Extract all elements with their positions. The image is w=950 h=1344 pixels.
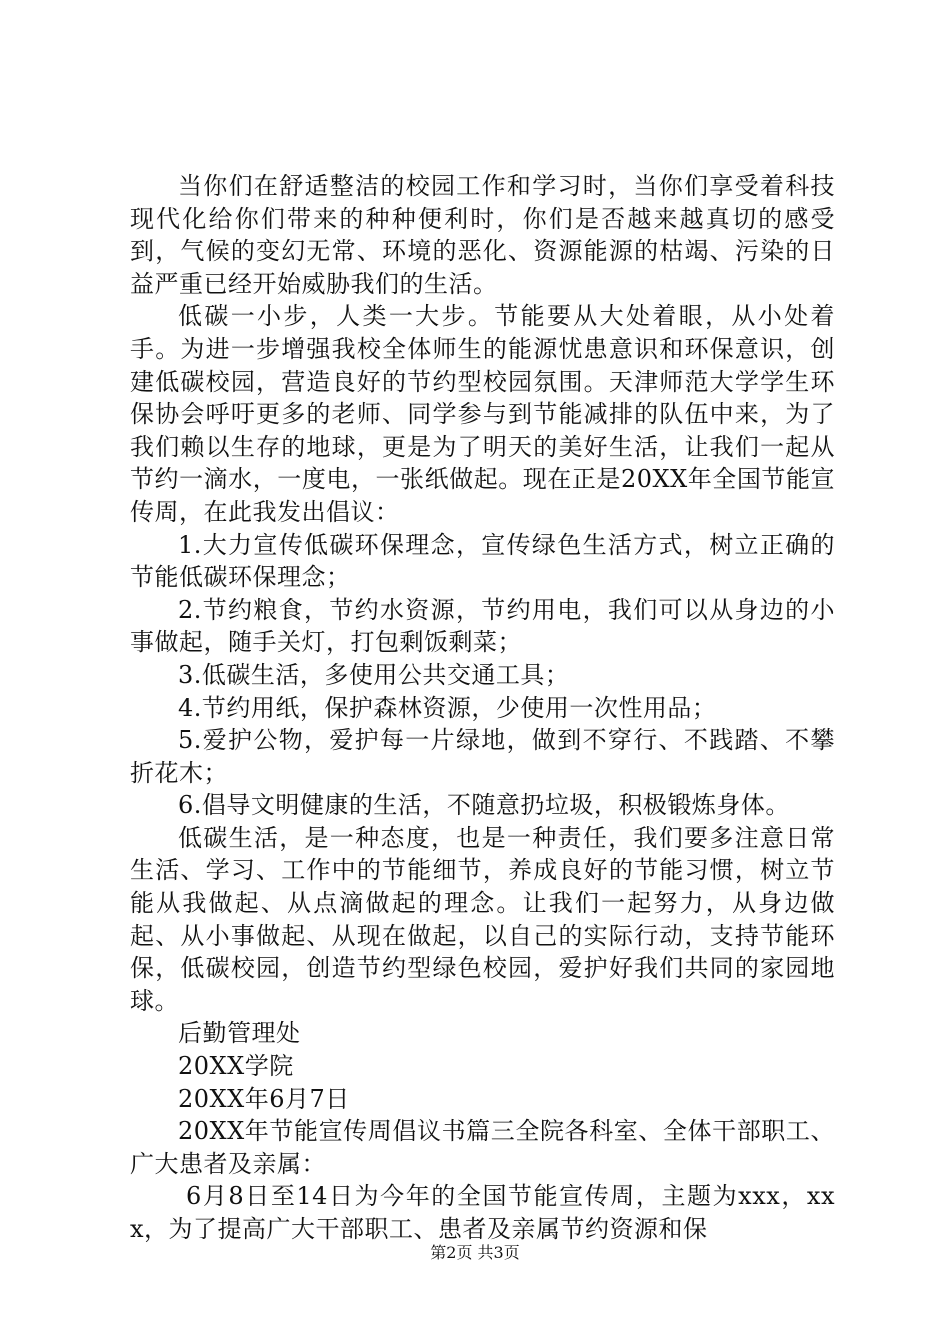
proposal-item-6: 6.倡导文明健康的生活，不随意扔垃圾，积极锻炼身体。 [178, 791, 790, 820]
proposal-item-4: 4.节约用纸，保护森林资源，少使用一次性用品； [178, 693, 717, 722]
paragraph-conclusion: 低碳生活，是一种态度，也是一种责任，我们要多注意日常生活、学习、工作中的节能细节，养成良好的节能习惯，树立节能从我做起、从点滴做起的理念。让我们一起努力，从身边做起、从小事做起、从现在做起，以自己的实际行动，支持节能环保，低碳校园，创造节约型绿色校园，爱护好我们共同的家园地球。 [130, 823, 835, 1015]
page-footer: 第2页 共3页 [430, 1243, 520, 1262]
paragraph-intro: 当你们在舒适整洁的校园工作和学习时，当你们享受着科技现代化给你们带来的种种便利时，你们是否越来越真切的感受到，气候的变幻无常、环境的恶化、资源能源的枯竭、污染的日益严重已经开始威胁我们的生活。 [130, 172, 835, 298]
paragraph-call-to-action: 低碳一小步，人类一大步。节能要从大处着眼，从小处着手。为进一步增强我校全体师生的能源忧患意识和环保意识，创建低碳校园，营造良好的节约型校园氛围。天津师范大学学生环保协会呼吁更多的老师、同学参与到节能减排的队伍中来，为了我们赖以生存的地球，更是为了明天的美好生活，让我们一起从节约一滴水，一度电，一张纸做起。现在正是20XX年全国节能宣传周，在此我发出倡议： [130, 302, 835, 526]
signature-department: 后勤管理处 [178, 1019, 301, 1048]
paragraph-week-theme: 6月8日至14日为今年的全国节能宣传周，主题为xxx，xxx，为了提高广大干部职工、患者及亲属节约资源和保 [130, 1182, 835, 1243]
signature-institution: 20XX学院 [178, 1052, 294, 1081]
proposal-item-1: 1.大力宣传低碳环保理念，宣传绿色生活方式，树立正确的节能低碳环保理念； [130, 530, 835, 592]
signature-date: 20XX年6月7日 [178, 1084, 350, 1113]
section-heading-part-three: 20XX年节能宣传周倡议书篇三全院各科室、全体干部职工、广大患者及亲属： [130, 1117, 835, 1178]
document-body [130, 170, 835, 1246]
proposal-item-5: 5.爱护公物，爱护每一片绿地，做到不穿行、不践踏、不攀折花木； [130, 726, 835, 787]
proposal-item-3: 3.低碳生活，多使用公共交通工具； [178, 660, 570, 689]
proposal-item-2: 2.节约粮食，节约水资源，节约用电，我们可以从身边的小事做起，随手关灯，打包剩饭剩菜； [130, 595, 835, 657]
